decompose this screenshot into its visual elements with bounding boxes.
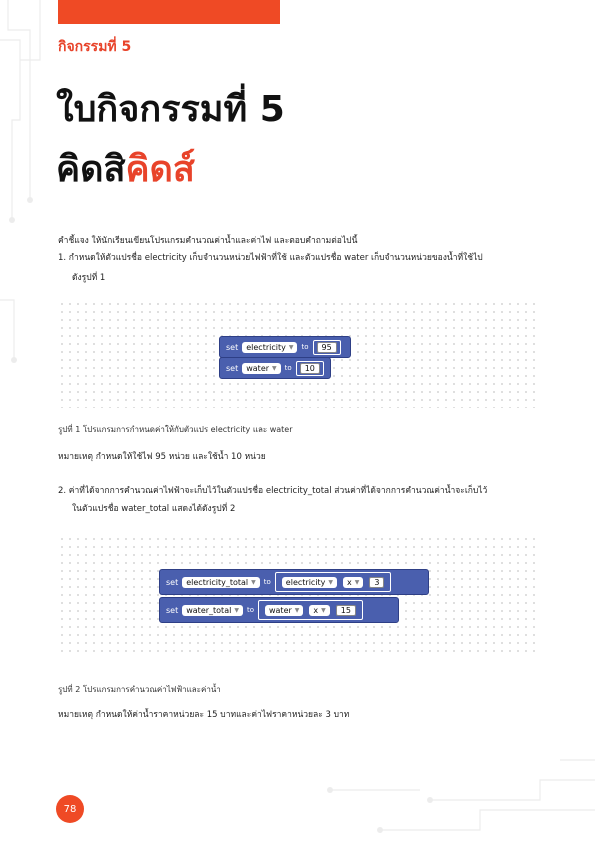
header-accent-bar: [58, 0, 280, 24]
figure1-workspace: [58, 300, 538, 408]
number-field[interactable]: 95: [317, 342, 337, 353]
figure1-caption: รูปที่ 1 โปรแกรมการกำหนดค่าให้กับตัวแปร electricity และ water: [58, 425, 293, 434]
number-field[interactable]: 10: [300, 363, 320, 374]
figure2-caption: รูปที่ 2 โปรแกรมการคำนวณค่าไฟฟ้าและค่าน้ำ: [58, 685, 221, 694]
chevron-down-icon: ▼: [288, 343, 294, 351]
to-keyword: to: [263, 578, 271, 586]
to-keyword: to: [246, 606, 254, 614]
item1-text-cont: ดังรูปที่ 1: [72, 273, 106, 283]
page-subtitle: [56, 149, 195, 190]
item1-text: 1. กำหนดให้ตัวแปรชื่อ electricity เก็บจำนวนหน่วยไฟฟ้าที่ใช้ และตัวแปรชื่อ water เก็บจำนวนหน่วยของน้ำที่ใช้ไป: [58, 253, 483, 263]
to-keyword: to: [301, 343, 309, 351]
subtitle-black-part: คิดสิ: [56, 149, 126, 190]
value-socket: [313, 340, 341, 355]
chevron-down-icon: ▼: [321, 606, 326, 614]
operator-dropdown[interactable]: x ▼: [343, 577, 363, 588]
set-keyword: set: [226, 363, 239, 373]
operator-dropdown[interactable]: x ▼: [309, 605, 329, 616]
variable-dropdown[interactable]: electricity ▼: [242, 342, 297, 353]
chevron-down-icon: ▼: [354, 578, 360, 586]
set-keyword: set: [166, 577, 179, 587]
chevron-down-icon: ▼: [251, 578, 256, 586]
variable-dropdown[interactable]: water_total ▼: [182, 605, 243, 616]
chevron-down-icon: ▼: [328, 578, 334, 586]
activity-label: กิจกรรมที่ 5: [58, 39, 132, 55]
set-water-total-block[interactable]: [159, 597, 399, 623]
page-title: ใบกิจกรรมที่ 5: [56, 89, 285, 130]
number-field[interactable]: 3: [369, 577, 384, 588]
number-field[interactable]: 15: [336, 605, 356, 616]
set-keyword: set: [166, 605, 179, 615]
operand-dropdown[interactable]: electricity ▼: [282, 577, 337, 588]
multiply-block[interactable]: [258, 600, 363, 620]
figure1-note: หมายเหตุ กำหนดให้ใช้ไฟ 95 หน่วย และใช้น้ำ 10 หน่วย: [58, 452, 266, 462]
subtitle-red-part: คิดส์: [125, 149, 195, 190]
value-socket: [296, 361, 324, 376]
to-keyword: to: [284, 364, 292, 372]
page-number-badge: 78: [56, 795, 84, 823]
set-keyword: set: [226, 342, 239, 352]
item2-text: 2. ค่าที่ได้จากการคำนวณค่าไฟฟ้าจะเก็บไว้ในตัวแปรชื่อ electricity_total ส่วนค่าที่ได้จากการคำนวณค่าน้ำจะเก็บไว้: [58, 486, 488, 496]
figure2-note: หมายเหตุ กำหนดให้ค่าน้ำราคาหน่วยละ 15 บาทและค่าไฟราคาหน่วยละ 3 บาท: [58, 710, 350, 720]
operand-dropdown[interactable]: water ▼: [265, 605, 303, 616]
set-electricity-block[interactable]: [219, 336, 351, 358]
variable-dropdown[interactable]: water ▼: [242, 363, 280, 374]
set-water-block[interactable]: [219, 357, 331, 379]
variable-dropdown[interactable]: electricity_total ▼: [182, 577, 260, 588]
chevron-down-icon: ▼: [272, 364, 277, 372]
instructions-intro: คำชี้แจง ให้นักเรียนเขียนโปรแกรมคำนวณค่าน้ำและค่าไฟ และตอบคำถามต่อไปนี้: [58, 236, 358, 246]
multiply-block[interactable]: [275, 572, 392, 592]
chevron-down-icon: ▼: [234, 606, 239, 614]
figure2-workspace: [58, 535, 538, 653]
set-electricity-total-block[interactable]: [159, 569, 429, 595]
item2-text-cont: ในตัวแปรชื่อ water_total แสดงได้ดังรูปที่ 2: [72, 504, 236, 514]
chevron-down-icon: ▼: [294, 606, 300, 614]
